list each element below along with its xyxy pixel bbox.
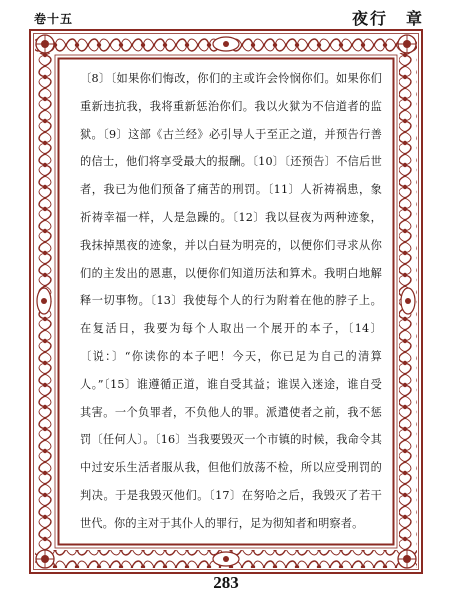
verse-paragraph: 〔8〕〔如果你们悔改，你们的主或许会怜悯你们。如果你们重新违抗我，我将重新惩治你们。我以火狱为不信道者的监狱。〔9〕这部《古兰经》必引导人于至正之道，并预告行善的信士，他们将享受最大的报酬。〔10〕〔还预告〕不信后世者，我已为他们预备了痛苦的刑罚。〔11〕人祈祷祸患，象祈祷幸福一样，人是急躁的。〔12〕我以昼夜为两种迹象，我抹掉黑夜的迹象，并以白昼为明亮的，以便你们寻求从你们的主发出的恩惠，以便你们知道历法和算术。我明白地解释一切事物。〔13〕我使每个人的行为附着在他的脖子上。在复活日，我要为每个人取出一个展开的本子，〔14〕〔说：〕“你读你的本子吧！今天，你已足为自己的清算人。”〔15〕谁遵循正道，谁自受其益；谁误入迷途，谁自受其害。一个负罪者，不负他人的罪。派遣使者之前，我不惩罚〔任何人〕。〔16〕当我要毁灭一个市镇的时候，我命令其中过安乐生活者服从我，但他们放荡不检，所以应受刑罚的判决。于是我毁灭他们。〔17〕在努哈之后，我毁灭了若干世代。你的主对于其仆人的罪行，足为彻知者和明察者。 [80,72,382,530]
page-number: 283 [213,573,239,592]
chapter-title: 夜行 章 [351,9,424,28]
volume-label: 卷十五 [34,12,74,26]
text-block [80,65,382,550]
